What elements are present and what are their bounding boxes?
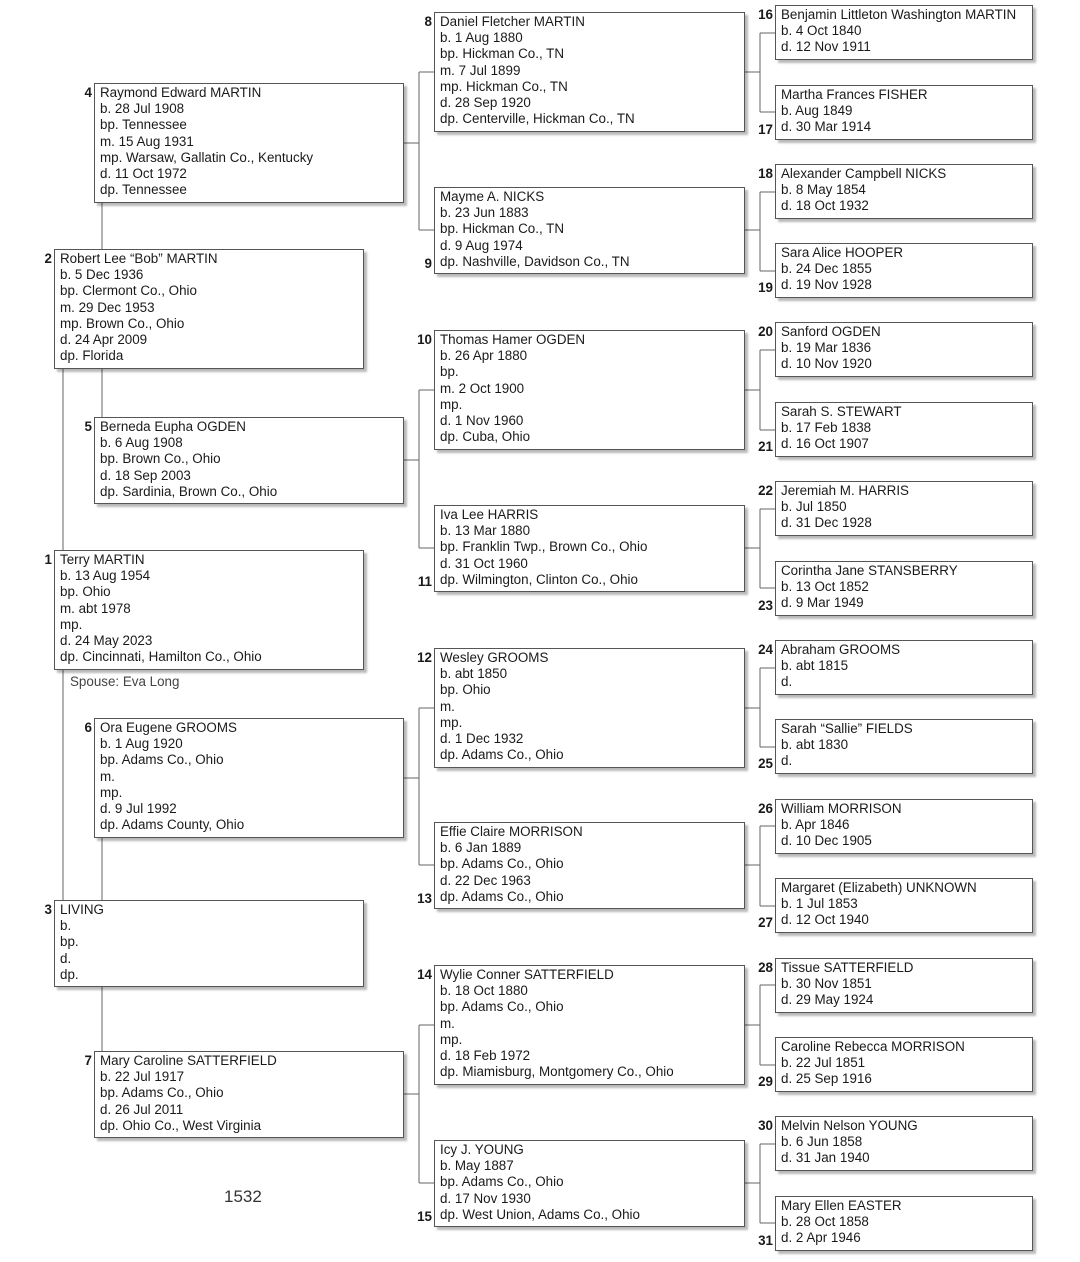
person-name: Berneda Eupha OGDEN <box>100 419 246 434</box>
person-detail: m. 7 Jul 1899 <box>440 62 521 78</box>
person-detail: d. 9 Mar 1949 <box>781 595 864 611</box>
person-name: LIVING <box>60 902 104 917</box>
person-number-25: 25 <box>758 756 773 771</box>
person-detail: d. 9 Aug 1974 <box>440 237 523 253</box>
person-detail: bp. Ohio <box>440 682 491 698</box>
person-number-10: 10 <box>417 332 432 347</box>
person-detail: bp. Franklin Twp., Brown Co., Ohio <box>440 539 648 555</box>
person-detail: b. 8 May 1854 <box>781 182 866 198</box>
person-detail: b. 6 Jun 1858 <box>781 1134 863 1150</box>
person-detail: d. 18 Feb 1972 <box>440 1048 531 1064</box>
person-name: Ora Eugene GROOMS <box>100 720 237 735</box>
person-box-24 <box>775 640 1033 695</box>
person-detail: b. May 1887 <box>440 1158 514 1174</box>
person-detail: d. 12 Oct 1940 <box>781 912 869 928</box>
person-number-4: 4 <box>84 85 92 100</box>
person-detail: d. 29 May 1924 <box>781 992 874 1008</box>
person-box-25 <box>775 719 1033 774</box>
person-detail: b. 1 Aug 1920 <box>100 736 183 752</box>
person-name: Daniel Fletcher MARTIN <box>440 14 585 29</box>
person-name: Alexander Campbell NICKS <box>781 166 947 181</box>
person-name: Abraham GROOMS <box>781 642 901 657</box>
person-detail: dp. Wilmington, Clinton Co., Ohio <box>440 571 638 587</box>
person-detail: bp. Adams Co., Ohio <box>100 1085 224 1101</box>
person-number-22: 22 <box>758 483 773 498</box>
person-number-21: 21 <box>758 439 773 454</box>
person-box-21 <box>775 402 1033 457</box>
person-box-13 <box>434 822 745 909</box>
person-name: William MORRISON <box>781 801 902 816</box>
person-number-3: 3 <box>44 902 52 917</box>
person-name: Mary Ellen EASTER <box>781 1198 902 1213</box>
person-detail: d. 31 Oct 1960 <box>440 555 528 571</box>
person-detail: d. 26 Jul 2011 <box>100 1101 184 1117</box>
person-box-20 <box>775 322 1033 377</box>
person-box-18 <box>775 164 1033 219</box>
person-number-1: 1 <box>44 552 52 567</box>
person-detail: m. 29 Dec 1953 <box>60 299 155 315</box>
person-box-1 <box>54 550 364 670</box>
person-name: Benjamin Littleton Washington MARTIN <box>781 7 1017 22</box>
person-box-14 <box>434 965 745 1085</box>
person-detail: d. 11 Oct 1972 <box>100 166 187 182</box>
person-detail: b. 28 Oct 1858 <box>781 1214 869 1230</box>
person-detail: d. 31 Dec 1928 <box>781 515 872 531</box>
person-number-9: 9 <box>424 256 432 271</box>
person-detail: b. <box>60 918 72 934</box>
person-detail: b. 28 Jul 1908 <box>100 101 185 117</box>
person-number-8: 8 <box>424 14 432 29</box>
person-detail: d. 19 Nov 1928 <box>781 277 872 293</box>
person-detail: d. 22 Dec 1963 <box>440 872 531 888</box>
person-detail: bp. Adams Co., Ohio <box>440 999 564 1015</box>
person-box-4 <box>94 83 404 203</box>
person-detail: d. 2 Apr 1946 <box>781 1230 861 1246</box>
person-number-15: 15 <box>417 1209 432 1224</box>
person-detail: dp. Cincinnati, Hamilton Co., Ohio <box>60 649 262 665</box>
person-name: Sarah “Sallie” FIELDS <box>781 721 913 736</box>
person-box-23 <box>775 561 1033 616</box>
person-detail: mp. <box>440 1031 463 1047</box>
person-name: Sara Alice HOOPER <box>781 245 904 260</box>
person-name: Robert Lee “Bob” MARTIN <box>60 251 218 266</box>
person-detail: d. 30 Mar 1914 <box>781 119 872 135</box>
person-number-23: 23 <box>758 598 773 613</box>
person-detail: dp. <box>60 966 79 982</box>
person-detail: b. 26 Apr 1880 <box>440 348 528 364</box>
person-detail: mp. <box>440 714 463 730</box>
person-name: Sarah S. STEWART <box>781 404 902 419</box>
person-detail: b. 17 Feb 1838 <box>781 420 872 436</box>
person-name: Mary Caroline SATTERFIELD <box>100 1053 277 1068</box>
person-detail: b. Apr 1846 <box>781 817 850 833</box>
person-box-31 <box>775 1196 1033 1251</box>
person-name: Sanford OGDEN <box>781 324 881 339</box>
person-detail: mp. <box>100 784 123 800</box>
person-name: Iva Lee HARRIS <box>440 507 539 522</box>
person-detail: dp. Sardinia, Brown Co., Ohio <box>100 483 278 499</box>
person-detail: d. 18 Oct 1932 <box>781 198 869 214</box>
person-name: Effie Claire MORRISON <box>440 824 583 839</box>
person-name: Thomas Hamer OGDEN <box>440 332 586 347</box>
person-detail: m. 15 Aug 1931 <box>100 133 194 149</box>
person-number-7: 7 <box>84 1053 92 1068</box>
person-detail: b. 1 Jul 1853 <box>781 896 858 912</box>
person-detail: b. abt 1850 <box>440 666 508 682</box>
person-number-27: 27 <box>758 915 773 930</box>
person-name: Wylie Conner SATTERFIELD <box>440 967 614 982</box>
person-detail: bp. Clermont Co., Ohio <box>60 283 197 299</box>
person-detail: m. 2 Oct 1900 <box>440 380 525 396</box>
person-detail: bp. Brown Co., Ohio <box>100 451 221 467</box>
person-detail: d. 10 Dec 1905 <box>781 833 872 849</box>
person-detail: d. 1 Dec 1932 <box>440 731 524 747</box>
person-number-13: 13 <box>417 891 432 906</box>
person-name: Caroline Rebecca MORRISON <box>781 1039 965 1054</box>
person-detail: b. 5 Dec 1936 <box>60 267 144 283</box>
person-detail: d. 25 Sep 1916 <box>781 1071 872 1087</box>
person-number-11: 11 <box>417 574 432 589</box>
person-detail: dp. Adams Co., Ohio <box>440 888 564 904</box>
person-detail: d. 28 Sep 1920 <box>440 95 531 111</box>
person-detail: mp. Warsaw, Gallatin Co., Kentucky <box>100 149 314 165</box>
person-box-7 <box>94 1051 404 1138</box>
person-detail: d. <box>60 950 72 966</box>
person-detail: m. <box>440 698 455 714</box>
person-detail: d. 9 Jul 1992 <box>100 801 177 817</box>
person-box-30 <box>775 1116 1033 1171</box>
person-name: Raymond Edward MARTIN <box>100 85 262 100</box>
person-number-28: 28 <box>758 960 773 975</box>
person-box-26 <box>775 799 1033 854</box>
person-box-11 <box>434 505 745 592</box>
person-detail: mp. <box>440 396 463 412</box>
person-name: Jeremiah M. HARRIS <box>781 483 909 498</box>
person-number-31: 31 <box>758 1233 773 1248</box>
person-box-29 <box>775 1037 1033 1092</box>
person-detail: mp. Brown Co., Ohio <box>60 315 185 331</box>
person-detail: b. 22 Jul 1851 <box>781 1055 866 1071</box>
person-detail: mp. <box>60 616 83 632</box>
person-number-5: 5 <box>84 419 92 434</box>
person-number-24: 24 <box>758 642 773 657</box>
person-number-29: 29 <box>758 1074 773 1089</box>
person-detail: bp. Adams Co., Ohio <box>440 1174 564 1190</box>
person-detail: dp. Nashville, Davidson Co., TN <box>440 253 630 269</box>
person-detail: bp. Ohio <box>60 584 111 600</box>
person-detail: d. 31 Jan 1940 <box>781 1150 870 1166</box>
person-detail: b. Aug 1849 <box>781 103 853 119</box>
person-number-18: 18 <box>758 166 773 181</box>
person-detail: dp. Tennessee <box>100 182 187 198</box>
person-detail: b. 4 Oct 1840 <box>781 23 862 39</box>
person-detail: m. abt 1978 <box>60 600 131 616</box>
person-detail: b. Jul 1850 <box>781 499 847 515</box>
person-detail: d. <box>781 674 793 690</box>
person-box-10 <box>434 330 745 450</box>
person-number-14: 14 <box>417 967 432 982</box>
person-detail: bp. Adams Co., Ohio <box>440 856 564 872</box>
person-box-6 <box>94 718 404 838</box>
person-name: Margaret (Elizabeth) UNKNOWN <box>781 880 977 895</box>
person-number-6: 6 <box>84 720 92 735</box>
person-detail: d. 17 Nov 1930 <box>440 1190 531 1206</box>
person-detail: dp. Cuba, Ohio <box>440 429 531 445</box>
person-number-26: 26 <box>758 801 773 816</box>
person-detail: d. 1 Nov 1960 <box>440 413 524 429</box>
person-detail: b. 18 Oct 1880 <box>440 983 528 999</box>
person-detail: b. 6 Jan 1889 <box>440 840 522 856</box>
page-number: 1532 <box>224 1187 262 1206</box>
person-detail: dp. Adams Co., Ohio <box>440 747 564 763</box>
person-detail: d. 18 Sep 2003 <box>100 467 191 483</box>
person-box-9 <box>434 187 745 274</box>
person-detail: dp. Ohio Co., West Virginia <box>100 1117 262 1133</box>
person-name: Terry MARTIN <box>60 552 145 567</box>
person-detail: dp. West Union, Adams Co., Ohio <box>440 1206 640 1222</box>
person-box-16 <box>775 5 1033 60</box>
person-name: Wesley GROOMS <box>440 650 549 665</box>
person-number-30: 30 <box>758 1118 773 1133</box>
person-box-19 <box>775 243 1033 298</box>
person-box-5 <box>94 417 404 504</box>
person-detail: bp. Tennessee <box>100 117 187 133</box>
person-name: Icy J. YOUNG <box>440 1142 524 1157</box>
person-detail: dp. Florida <box>60 348 124 364</box>
person-box-15 <box>434 1140 745 1227</box>
person-detail: d. <box>781 753 793 769</box>
person-box-17 <box>775 85 1033 140</box>
person-number-19: 19 <box>758 280 773 295</box>
person-detail: bp. <box>440 364 459 380</box>
person-number-2: 2 <box>44 251 52 266</box>
person-detail: b. 13 Aug 1954 <box>60 568 151 584</box>
person-detail: b. 30 Nov 1851 <box>781 976 872 992</box>
person-number-12: 12 <box>417 650 432 665</box>
person-detail: d. 10 Nov 1920 <box>781 356 872 372</box>
person-box-22 <box>775 481 1033 536</box>
person-detail: b. 13 Mar 1880 <box>440 523 531 539</box>
person-detail: d. 24 May 2023 <box>60 633 153 649</box>
person-name: Tissue SATTERFIELD <box>781 960 914 975</box>
person-detail: dp. Centerville, Hickman Co., TN <box>440 111 635 127</box>
person-detail: bp. Hickman Co., TN <box>440 46 565 62</box>
person-name: Martha Frances FISHER <box>781 87 928 102</box>
person-detail: dp. Miamisburg, Montgomery Co., Ohio <box>440 1064 674 1080</box>
person-detail: b. abt 1815 <box>781 658 849 674</box>
person-detail: m. <box>100 768 115 784</box>
person-detail: dp. Adams County, Ohio <box>100 817 245 833</box>
person-detail: b. 22 Jul 1917 <box>100 1069 185 1085</box>
person-box-8 <box>434 12 745 132</box>
person-box-27 <box>775 878 1033 933</box>
person-number-17: 17 <box>758 122 773 137</box>
person-detail: d. 16 Oct 1907 <box>781 436 869 452</box>
person-detail: b. 6 Aug 1908 <box>100 435 183 451</box>
person-name: Mayme A. NICKS <box>440 189 545 204</box>
person-detail: d. 12 Nov 1911 <box>781 39 871 55</box>
person-detail: m. <box>440 1015 455 1031</box>
person-detail: bp. Adams Co., Ohio <box>100 752 224 768</box>
person-detail: b. 1 Aug 1880 <box>440 30 523 46</box>
person-detail: b. 13 Oct 1852 <box>781 579 869 595</box>
person-number-20: 20 <box>758 324 773 339</box>
person-detail: mp. Hickman Co., TN <box>440 78 568 94</box>
person-number-16: 16 <box>758 7 773 22</box>
person-box-28 <box>775 958 1033 1013</box>
person-detail: d. 24 Apr 2009 <box>60 332 148 348</box>
person-detail: bp. Hickman Co., TN <box>440 221 565 237</box>
person-box-3 <box>54 900 364 987</box>
person-name: Corintha Jane STANSBERRY <box>781 563 958 578</box>
person-box-12 <box>434 648 745 768</box>
person-detail: bp. <box>60 934 79 950</box>
person-detail: b. 19 Mar 1836 <box>781 340 872 356</box>
person-detail: b. 24 Dec 1855 <box>781 261 872 277</box>
person-box-2 <box>54 249 364 369</box>
spouse-line: Spouse: Eva Long <box>70 674 180 689</box>
person-name: Melvin Nelson YOUNG <box>781 1118 918 1133</box>
person-detail: b. abt 1830 <box>781 737 849 753</box>
person-detail: b. 23 Jun 1883 <box>440 205 529 221</box>
